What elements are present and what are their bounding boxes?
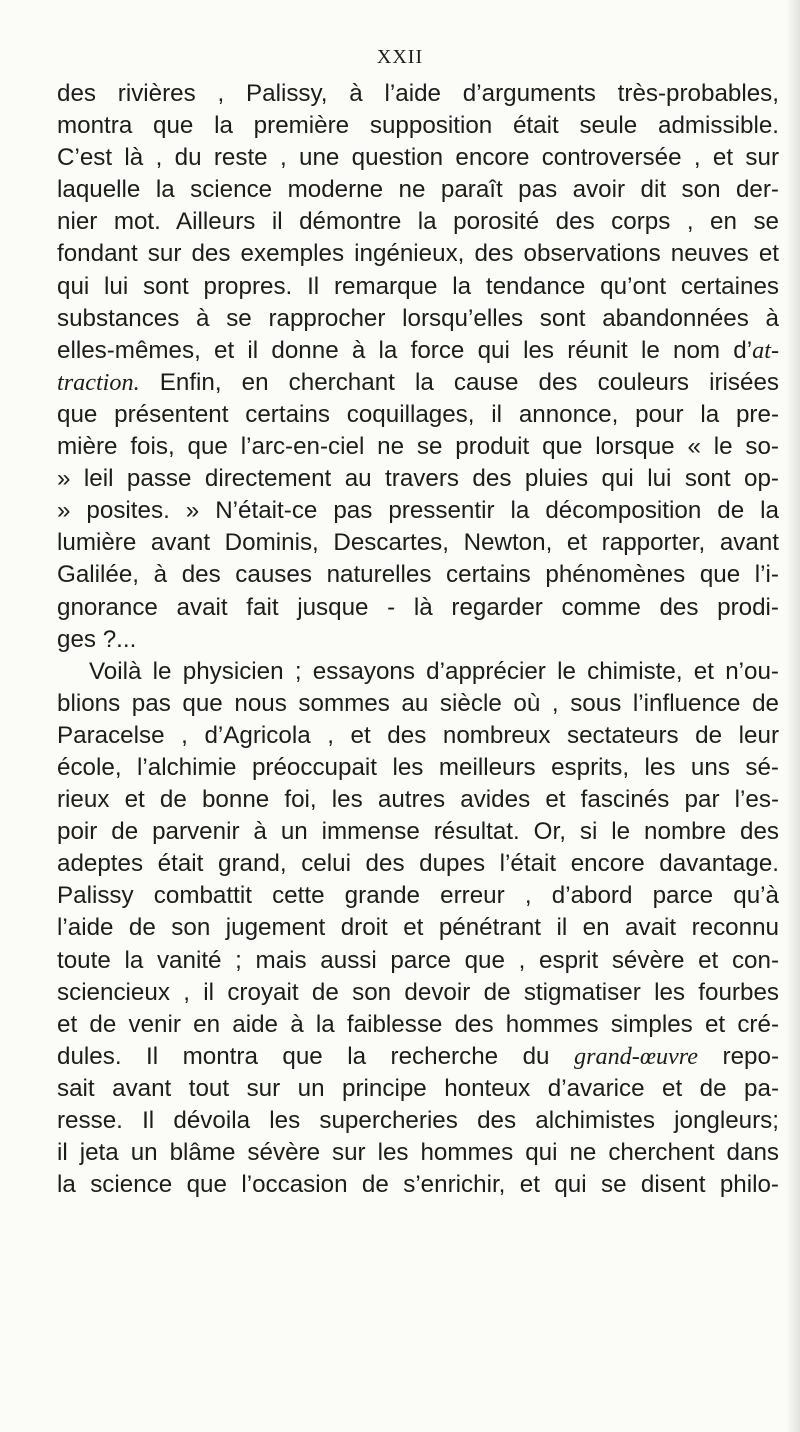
italic-term: traction. bbox=[57, 368, 140, 396]
text-line: l’aide de son jugement droit et pénétrant il en avait reconnu bbox=[57, 914, 779, 942]
text-line: poir de parvenir à un immense résultat. Or, si le nombre des bbox=[57, 818, 779, 846]
text-fragment: elles-mêmes, et il donne à la force qui les réunit le nom d’ bbox=[57, 336, 753, 364]
text-line: montra que la première supposition était seule admissible. bbox=[57, 112, 779, 140]
body-text bbox=[57, 78, 779, 1201]
text-line: sait avant tout sur un principe honteux d’avarice et de pa- bbox=[57, 1074, 779, 1102]
text-line: et de venir en aide à la faiblesse des hommes simples et cré- bbox=[57, 1010, 779, 1038]
text-line: rieux et de bonne foi, les autres avides et fascinés par l’es- bbox=[57, 786, 779, 814]
text-line: C’est là , du reste , une question encore controversée , et sur bbox=[57, 144, 779, 172]
text-fragment: Enfin, en cherchant la cause des couleurs irisées bbox=[139, 368, 779, 396]
page-edge-shadow bbox=[786, 0, 800, 1432]
text-line: blions pas que nous sommes au siècle où , sous l’influence de bbox=[57, 689, 779, 717]
text-line: école, l’alchimie préoccupait les meilleurs esprits, les uns sé- bbox=[57, 753, 779, 781]
text-fragment: repo- bbox=[698, 1042, 779, 1070]
text-line: qui lui sont propres. Il remarque la tendance qu’ont certaines bbox=[57, 272, 779, 300]
text-line: substances à se rapprocher lorsqu’elles sont abandonnées à bbox=[57, 304, 779, 332]
text-line: il jeta un blâme sévère sur les hommes qui ne cherchent dans bbox=[57, 1139, 779, 1167]
text-line: Voilà le physicien ; essayons d’apprécier le chimiste, et n’ou- bbox=[89, 657, 779, 685]
text-line: » leil passe directement au travers des pluies qui lui sont op- bbox=[57, 465, 779, 493]
text-line: toute la vanité ; mais aussi parce que , esprit sévère et con- bbox=[57, 946, 779, 974]
text-line: gnorance avait fait jusque - là regarder comme des prodi- bbox=[57, 593, 779, 621]
text-line: laquelle la science moderne ne paraît pas avoir dit son der- bbox=[57, 176, 779, 204]
text-line bbox=[57, 335, 779, 367]
text-line: fondant sur des exemples ingénieux, des observations neuves et bbox=[57, 240, 779, 268]
text-line: des rivières , Palissy, à l’aide d’arguments très-probables, bbox=[57, 80, 779, 107]
text-fragment: dules. Il montra que la recherche du bbox=[57, 1042, 574, 1070]
text-line bbox=[57, 367, 779, 399]
text-line: » posites. » N’était-ce pas pressentir la décomposition de la bbox=[57, 497, 779, 525]
text-line: adeptes était grand, celui des dupes l’était encore davantage. bbox=[57, 850, 779, 878]
text-line: la science que l’occasion de s’enrichir, et qui se disent philo- bbox=[57, 1171, 779, 1199]
text-line: Paracelse , d’Agricola , et des nombreux sectateurs de leur bbox=[57, 721, 779, 749]
text-line: Galilée, à des causes naturelles certains phénomènes que l’i- bbox=[57, 561, 779, 589]
text-line: lumière avant Dominis, Descartes, Newton, et rapporter, avant bbox=[57, 529, 779, 557]
text-line: sciencieux , il croyait de son devoir de stigmatiser les fourbes bbox=[57, 978, 779, 1006]
text-line: nier mot. Ailleurs il démontre la porosité des corps , en se bbox=[57, 208, 779, 236]
text-line: resse. Il dévoila les supercheries des alchimistes jongleurs; bbox=[57, 1107, 779, 1134]
text-line: ges ?... bbox=[57, 625, 137, 653]
text-line: que présentent certains coquillages, il annonce, pour la pre- bbox=[57, 400, 779, 428]
italic-term: grand-œuvre bbox=[573, 1042, 699, 1070]
text-line: mière fois, que l’arc-en-ciel ne se produit que lorsque « le so- bbox=[57, 433, 779, 461]
text-line bbox=[57, 1041, 779, 1073]
page-number: XXII bbox=[376, 46, 424, 68]
text-line: Palissy combattit cette grande erreur , d’abord parce qu’à bbox=[57, 882, 779, 910]
italic-term: at- bbox=[752, 336, 779, 364]
